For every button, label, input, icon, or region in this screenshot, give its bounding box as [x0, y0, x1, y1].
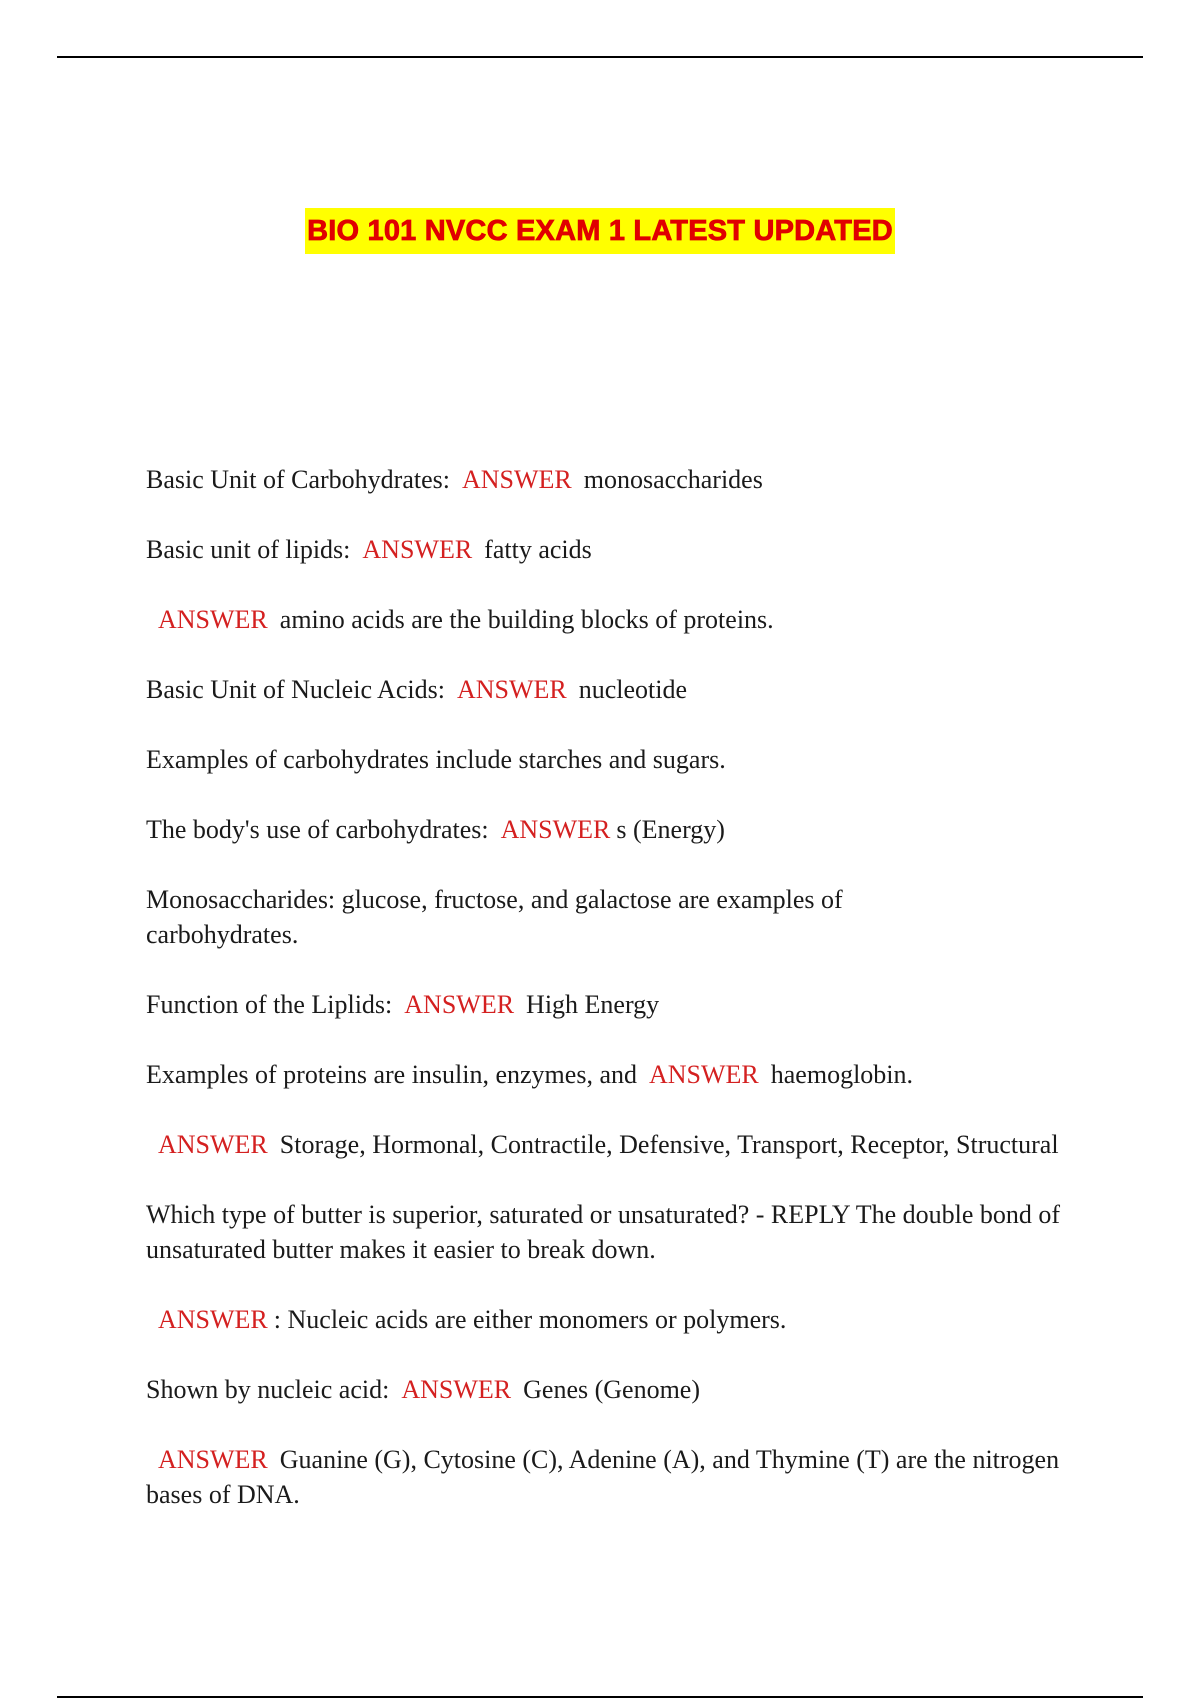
qa-item: [146, 1372, 1066, 1407]
qa-item: [146, 1057, 1066, 1092]
answer-text: monosaccharides: [583, 465, 763, 494]
qa-item: [146, 602, 1066, 637]
qa-item: [146, 672, 1066, 707]
question-text: Basic Unit of Nucleic Acids:: [146, 675, 445, 704]
question-text: Basic unit of lipids:: [146, 535, 351, 564]
answer-label: ANSWER: [456, 675, 567, 704]
qa-item: [146, 1302, 1066, 1337]
question-text: Function of the Liplids:: [146, 990, 393, 1019]
page-title: BIO 101 NVCC EXAM 1 LATEST UPDATED: [305, 208, 895, 254]
answer-label: ANSWER: [158, 1130, 268, 1159]
statement-item: Which type of butter is superior, saturated or unsaturated? - REPLY The double bond of unsaturated butter makes it easier to break down.: [146, 1200, 1061, 1264]
statement-item: Monosaccharides: glucose, fructose, and galactose are examples of carbohydrates.: [146, 885, 843, 949]
top-rule: [57, 56, 1143, 58]
answer-label: ANSWER: [158, 1305, 268, 1334]
answer-label: ANSWER: [500, 815, 611, 844]
answer-text: High Energy: [526, 990, 660, 1019]
title-container: [0, 208, 1200, 254]
bottom-rule: [57, 1696, 1143, 1698]
qa-item: [146, 987, 1066, 1022]
qa-item: [146, 462, 1066, 497]
answer-label: ANSWER: [158, 1445, 268, 1474]
answer-label: ANSWER: [462, 465, 572, 494]
question-text: The body's use of carbohydrates:: [146, 815, 489, 844]
answer-text: Guanine (G), Cytosine (C), Adenine (A), and Thymine (T) are the nitrogen bases of DNA.: [146, 1445, 1060, 1509]
qa-item: [146, 532, 1066, 567]
qa-item: [146, 1442, 1066, 1512]
qa-item: [146, 1127, 1066, 1162]
qa-item: [146, 812, 1066, 847]
answer-text: haemoglobin.: [770, 1060, 914, 1089]
answer-text: s (Energy): [616, 815, 725, 844]
answer-text: nucleotide: [578, 675, 688, 704]
statement-item: Examples of carbohydrates include starches and sugars.: [146, 745, 726, 774]
answer-label: ANSWER: [401, 1375, 512, 1404]
document-body: [146, 462, 1066, 1547]
answer-text: Storage, Hormonal, Contractile, Defensive, Transport, Receptor, Structural: [279, 1130, 1059, 1159]
answer-label: ANSWER: [158, 605, 268, 634]
answer-label: ANSWER: [648, 1060, 759, 1089]
answer-text: fatty acids: [484, 535, 592, 564]
answer-text: amino acids are the building blocks of proteins.: [279, 605, 774, 634]
answer-text: Genes (Genome): [523, 1375, 700, 1404]
answer-text: : Nucleic acids are either monomers or polymers.: [273, 1305, 787, 1334]
question-text: Basic Unit of Carbohydrates:: [146, 465, 450, 494]
question-text: Examples of proteins are insulin, enzymes, and: [146, 1060, 637, 1089]
answer-label: ANSWER: [362, 535, 473, 564]
question-text: Shown by nucleic acid:: [146, 1375, 390, 1404]
answer-label: ANSWER: [404, 990, 515, 1019]
